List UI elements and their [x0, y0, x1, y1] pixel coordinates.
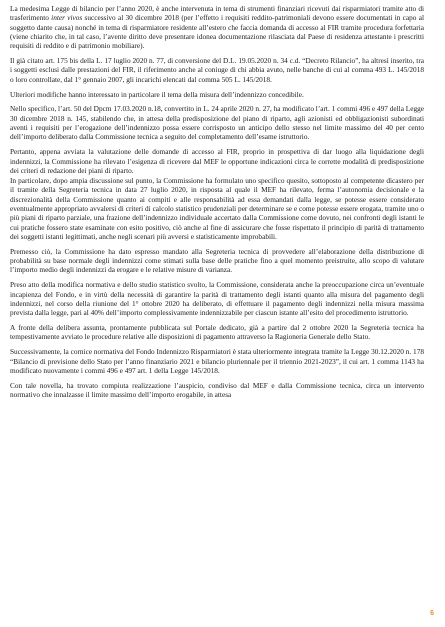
paragraph-1 [10, 4, 424, 50]
paragraph-11: Con tale novella, ha trovato compiuta realizzazione l’auspicio, condiviso dal MEF e dalla Commissione tecnica, circa un intervento normativo che innalzasse il limite massimo dell’importo erogabile, in attesa [10, 380, 424, 400]
paragraph-9: A fronte della delibera assunta, prontamente pubblicata sul Portale dedicato, già a partire dal 2 ottobre 2020 la Segreteria tecnica ha tempestivamente avviato le procedure relative alle disposizioni di pagamento attraverso la Ragioneria Generale dello Stato. [10, 323, 424, 342]
paragraph-1-italic: inter vivos [51, 13, 83, 23]
paragraph-7: Premesso ciò, la Commissione ha dato espresso mandato alla Segreteria tecnica di provvedere all’elaborazione della distribuzione di probabilità su base normale degli indennizzi come stimati sulla base delle pratiche fino a quel momento preistruite, allo scopo di valutare l’importo medio degli indennizzi da erogare e le relative misure di varianza. [10, 246, 424, 275]
paragraph-10: Successivamente, la cornice normativa del Fondo Indennizzo Risparmiatori è stata ulteriormente integrata tramite la Legge 30.12.2020 n. 178 “Bilancio di previsione dello Stato per l’anno finanziario 2021 e bilancio pluriennale per il triennio 2021-2023”, il cui art. 1 comma 1143 ha modificato nuovamente i commi 496 e 497 art. 1 della Legge 145/2018. [10, 347, 424, 375]
paragraph-1-after: successivo al 30 dicembre 2018 (per l’effetto i requisiti reddito-patrimoniali devono essere documentati in capo al soggetto dante causa) nonché in tema di risparmiatore residente all’estero che faccia domanda di accesso al FIR tramite procedura forfettaria (viene chiarito che, in tal caso, l’avente diritto deve presentare idonea documentazione rilasciata dal Paese di residenza attestante i prescritti requisiti di reddito e di patrimonio mobiliare). [10, 13, 424, 51]
paragraph-3: Ulteriori modifiche hanno interessato in particolare il tema della misura dell’indennizzo concedibile. [10, 89, 304, 99]
document-body [10, 4, 424, 405]
paragraph-2: Il già citato art. 175 bis della L. 17 luglio 2020 n. 77, di conversione del D.L. 19.05.2020 n. 34 c.d. “Decreto Rilancio”, ha altresì inserito, tra i soggetti esclusi dalle prestazioni del FIR, il riferimento anche al coniuge di chi abbia avuto, nelle banche di cui al comma 493 L. 145/2018 o loro controllate, dal 1° gennaio 2007, gli incarichi elencati dal comma 505 L. 145/2018. [10, 56, 424, 84]
paragraph-1-before: La medesima Legge di bilancio per l’anno 2020, è anche intervenuta in tema di strumenti finanziari ricevuti dai risparmiatori tramite atto di trasferimento [10, 4, 424, 23]
paragraph-5: Pertanto, appena avviata la valutazione delle domande di accesso al FIR, proprio in prospettiva di dar luogo alla liquidazione degli indennizzi, la Commissione ha rilevato l’esigenza di ricevere dal MEF le opportune indicazioni circa le corrette modalità di predisposizione dei criteri di redazione dei piani di riparto. [10, 147, 424, 175]
paragraph-8: Preso atto della modifica normativa e dello studio statistico svolto, la Commissione, considerata anche la preoccupazione circa un’eventuale incapienza del Fondo, e in virtù della necessità di garantire la parità di trattamento degli istanti quanto alla misura del pagamento degli indennizzi, nel corso della riunione del 1° ottobre 2020 ha deliberato, di effettuare il pagamento degli indennizzi nella misura massima prevista dalla legge, pari al 40% dell’importo complessivamente indennizzabile per ciascun istante all’esito del procedimento istruttorio. [10, 280, 424, 318]
page-number: 6 [430, 610, 434, 617]
paragraph-4: Nello specifico, l’art. 50 del Dpcm 17.03.2020 n.18, convertito in L. 24 aprile 2020 n. 27, ha modificato l’art. 1 commi 496 e 497 della Legge 30 dicembre 2018 n. 145, stabilendo che, in attesa della predisposizione del piano di riparto, agli azionisti ed obbligazionisti subordinati aventi i requisiti per l’erogazione dell’indennizzo possa essere corrisposto un anticipo dello stesso nel limite massimo del 40 per cento dell’importo deliberato dalla Commissione tecnica a seguito del completamento dell’esame istruttorio. [10, 104, 424, 142]
paragraph-6: In particolare, dopo ampia discussione sul punto, la Commissione ha formulato uno specifico quesito, sottoposto al competente dicastero per il tramite della Segreteria tecnica in data 27 luglio 2020, in risposta al quale il MEF ha rilevato, ferma l’autonomia decisionale e la discrezionalità della Commissione quanto ai compiti e alle responsabilità ad essa demandati dalla legge, se potesse essere considerato eventualmente appropriato avvalersi di criteri di calcolo statistico prudenziali per determinare se e come potesse essere erogata, tramite uno o più piani di riparto parziale, una frazione dell’indennizzo individuale accertato dalla Commissione come dovuto, nei confronti degli istanti le cui pratiche fossero state esaminate con esito positivo, ciò anche al fine di assicurare che fosse rispettato il principio di parità di trattamento dei soggetti istanti legittimati, anche negli scenari più avversi e statisticamente improbabili. [10, 176, 424, 241]
